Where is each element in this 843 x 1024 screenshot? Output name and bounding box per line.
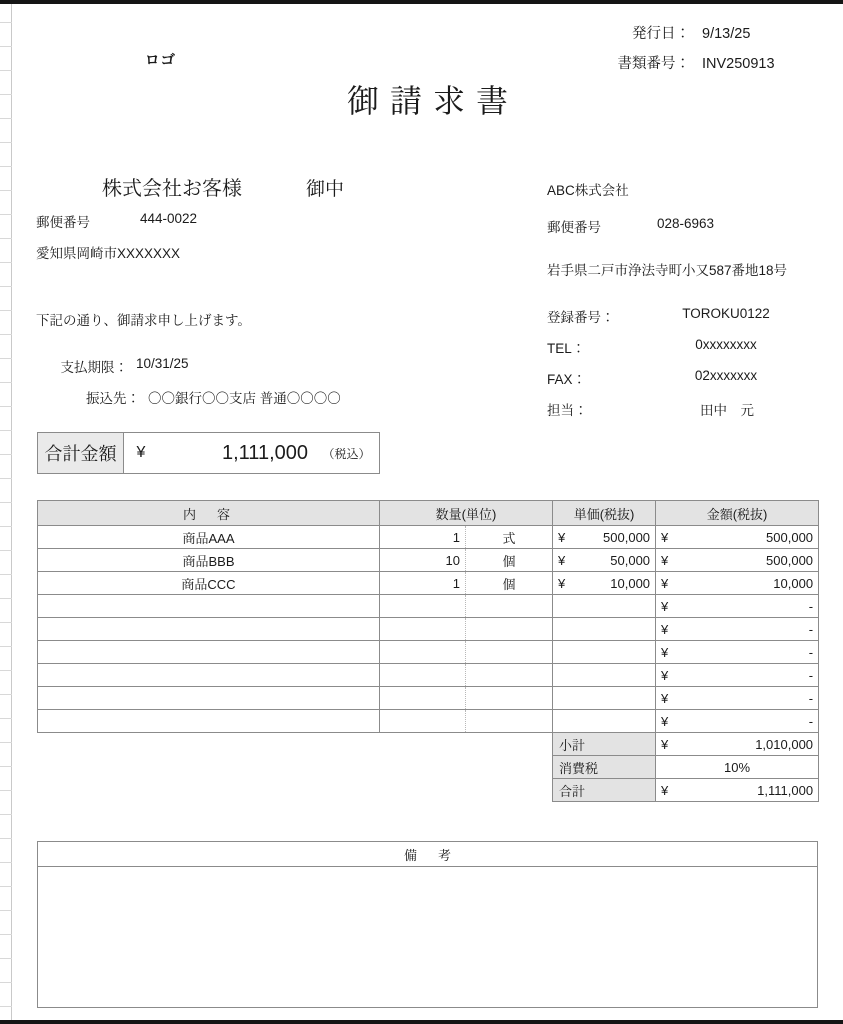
- supplier-fax-row: [547, 368, 837, 388]
- cell-amount-currency: ¥: [656, 710, 686, 733]
- cell-unit[interactable]: 個: [466, 572, 553, 595]
- table-row[interactable]: [38, 641, 819, 664]
- cell-price-currency: [553, 664, 583, 687]
- cell-quantity[interactable]: [380, 710, 466, 733]
- grand-total-box: [37, 432, 380, 474]
- customer-name-row: [36, 172, 466, 201]
- row-tick: [0, 958, 12, 959]
- grand-total-currency: ¥: [136, 444, 146, 461]
- payment-due-row: [48, 356, 341, 376]
- row-tick: [0, 550, 12, 551]
- payment-bank-label: 振込先：: [86, 391, 140, 406]
- table-row[interactable]: [38, 687, 819, 710]
- summary-label-tax: 消費税: [553, 756, 656, 779]
- cell-amount[interactable]: -: [686, 710, 819, 733]
- supplier-tel-value: 0xxxxxxxx: [695, 337, 757, 352]
- summary-spacer: [38, 779, 553, 802]
- cell-unit[interactable]: 個: [466, 549, 553, 572]
- cell-amount-currency: ¥: [656, 526, 686, 549]
- row-tick: [0, 166, 12, 167]
- cell-price-currency: ¥: [553, 549, 583, 572]
- cell-price-currency: [553, 687, 583, 710]
- cell-quantity[interactable]: 10: [380, 549, 466, 572]
- row-tick: [0, 910, 12, 911]
- table-header-row: [38, 501, 819, 526]
- row-tick: [0, 838, 12, 839]
- cell-price[interactable]: 50,000: [583, 549, 656, 572]
- row-tick: [0, 262, 12, 263]
- document-meta: [562, 22, 822, 82]
- summary-value-total: 1,111,000: [686, 779, 819, 802]
- cell-amount-currency: ¥: [656, 595, 686, 618]
- cell-quantity[interactable]: [380, 687, 466, 710]
- row-tick: [0, 70, 12, 71]
- summary-row-tax: [38, 756, 819, 779]
- row-tick: [0, 526, 12, 527]
- row-tick: [0, 358, 12, 359]
- cell-description[interactable]: 商品BBB: [38, 549, 380, 572]
- summary-label-total: 合計: [553, 779, 656, 802]
- summary-spacer: [38, 733, 553, 756]
- supplier-tel-label: TEL：: [547, 341, 586, 356]
- row-tick: [0, 886, 12, 887]
- cell-description[interactable]: 商品AAA: [38, 526, 380, 549]
- cell-price[interactable]: 10,000: [583, 572, 656, 595]
- sheet-row-gutter: [0, 4, 12, 1020]
- row-tick: [0, 862, 12, 863]
- cell-quantity[interactable]: [380, 618, 466, 641]
- cell-price-currency: ¥: [553, 526, 583, 549]
- cell-price-currency: [553, 710, 583, 733]
- cell-amount[interactable]: 10,000: [686, 572, 819, 595]
- header-amount: 金額(税抜): [656, 501, 819, 526]
- supplier-fax-value: 02xxxxxxx: [694, 368, 758, 383]
- cell-unit[interactable]: [466, 664, 553, 687]
- cell-amount-currency: ¥: [656, 687, 686, 710]
- row-tick: [0, 214, 12, 215]
- row-tick: [0, 94, 12, 95]
- summary-row-total: [38, 779, 819, 802]
- cell-price[interactable]: [583, 710, 656, 733]
- cell-quantity[interactable]: [380, 664, 466, 687]
- row-tick: [0, 982, 12, 983]
- cell-unit[interactable]: [466, 687, 553, 710]
- grand-total-label: 合計金額: [38, 433, 124, 473]
- summary-value-tax: 10%: [656, 756, 819, 779]
- cell-amount-currency: ¥: [656, 664, 686, 687]
- invoice-statement: 下記の通り、御請求申し上げます。: [36, 313, 251, 328]
- grand-total-amount: 1,111,000: [221, 441, 308, 464]
- customer-zip-row: [36, 211, 466, 231]
- cell-price[interactable]: [583, 664, 656, 687]
- cell-amount-currency: ¥: [656, 641, 686, 664]
- cell-unit[interactable]: [466, 618, 553, 641]
- document-number-label: 書類番号：: [617, 56, 690, 72]
- table-row[interactable]: [38, 595, 819, 618]
- cell-amount[interactable]: 500,000: [686, 549, 819, 572]
- document-number-row: [562, 52, 822, 73]
- row-tick: [0, 598, 12, 599]
- cell-quantity[interactable]: [380, 595, 466, 618]
- cell-amount[interactable]: -: [686, 641, 819, 664]
- row-tick: [0, 406, 12, 407]
- cell-price[interactable]: 500,000: [583, 526, 656, 549]
- grand-total-body: [124, 433, 379, 473]
- row-tick: [0, 334, 12, 335]
- row-tick: [0, 454, 12, 455]
- summary-currency-total: ¥: [656, 779, 686, 802]
- cell-price[interactable]: [583, 641, 656, 664]
- row-tick: [0, 190, 12, 191]
- document-number-value: INV250913: [702, 56, 775, 72]
- cell-price[interactable]: [583, 687, 656, 710]
- header-description: 内 容: [38, 501, 380, 526]
- supplier-zip-value: 028-6963: [657, 216, 715, 231]
- cell-amount[interactable]: -: [686, 687, 819, 710]
- issue-date-label: 発行日：: [632, 26, 690, 42]
- company-logo: ロゴ: [145, 53, 176, 69]
- row-tick: [0, 766, 12, 767]
- payment-bank-row: [48, 387, 341, 407]
- table-row[interactable]: [38, 664, 819, 687]
- summary-value-subtotal: 1,010,000: [686, 733, 819, 756]
- table-row[interactable]: [38, 710, 819, 733]
- cell-quantity[interactable]: [380, 641, 466, 664]
- cell-amount[interactable]: -: [686, 595, 819, 618]
- cell-price[interactable]: [583, 618, 656, 641]
- supplier-tel-row: [547, 337, 837, 357]
- supplier-block: [547, 179, 837, 430]
- table-row[interactable]: [38, 618, 819, 641]
- customer-name: 株式会社お客様: [102, 178, 242, 200]
- cell-description[interactable]: [38, 687, 380, 710]
- row-tick: [0, 142, 12, 143]
- page-title: 御請求書: [346, 83, 519, 119]
- row-tick: [0, 814, 12, 815]
- row-tick: [0, 574, 12, 575]
- cell-quantity[interactable]: 1: [380, 572, 466, 595]
- remarks-title: 備 考: [38, 842, 817, 867]
- summary-currency-subtotal: ¥: [656, 733, 686, 756]
- header-quantity: 数量(単位): [380, 501, 553, 526]
- supplier-contact-row: [547, 399, 837, 419]
- payment-due-value: 10/31/25: [136, 356, 189, 371]
- cell-description[interactable]: [38, 664, 380, 687]
- issue-date-value: 9/13/25: [702, 26, 751, 42]
- cell-description[interactable]: [38, 595, 380, 618]
- row-tick: [0, 670, 12, 671]
- remarks-box: [37, 841, 818, 1008]
- row-tick: [0, 622, 12, 623]
- row-tick: [0, 238, 12, 239]
- payment-due-label: 支払期限：: [60, 360, 128, 375]
- table-row[interactable]: [38, 549, 819, 572]
- customer-block: [36, 172, 466, 262]
- issue-date-row: [562, 22, 822, 43]
- remarks-body[interactable]: [38, 867, 817, 1007]
- customer-zip-value: 444-0022: [140, 211, 198, 226]
- payment-bank-value: 〇〇銀行〇〇支店 普通〇〇〇〇: [148, 391, 341, 406]
- supplier-registration-value: TOROKU0122: [682, 306, 770, 321]
- table-row[interactable]: [38, 572, 819, 595]
- supplier-fax-label: FAX：: [547, 372, 587, 387]
- row-tick: [0, 790, 12, 791]
- cell-amount[interactable]: -: [686, 664, 819, 687]
- cell-description[interactable]: [38, 710, 380, 733]
- row-tick: [0, 286, 12, 287]
- row-tick: [0, 478, 12, 479]
- customer-address: 愛知県岡崎市XXXXXXX: [36, 246, 181, 261]
- table-row[interactable]: [38, 526, 819, 549]
- row-tick: [0, 22, 12, 23]
- cell-price[interactable]: [583, 595, 656, 618]
- cell-amount-currency: ¥: [656, 572, 686, 595]
- row-tick: [0, 502, 12, 503]
- page-bottom-edge: [0, 1020, 843, 1024]
- cell-description[interactable]: [38, 618, 380, 641]
- cell-price-currency: ¥: [553, 572, 583, 595]
- summary-label-subtotal: 小計: [553, 733, 656, 756]
- row-tick: [0, 718, 12, 719]
- row-tick: [0, 1006, 12, 1007]
- supplier-zip-label: 郵便番号: [547, 220, 601, 235]
- row-tick: [0, 430, 12, 431]
- summary-spacer: [38, 756, 553, 779]
- supplier-address: 岩手県二戸市浄法寺町小又587番地18号: [547, 263, 788, 278]
- supplier-name: ABC株式会社: [547, 183, 629, 198]
- supplier-contact-value: 田中 元: [700, 403, 754, 418]
- cell-price-currency: [553, 618, 583, 641]
- row-tick: [0, 646, 12, 647]
- cell-quantity[interactable]: 1: [380, 526, 466, 549]
- row-tick: [0, 382, 12, 383]
- row-tick: [0, 310, 12, 311]
- row-tick: [0, 46, 12, 47]
- header-unit-price: 単価(税抜): [553, 501, 656, 526]
- cell-amount[interactable]: 500,000: [686, 526, 819, 549]
- cell-unit[interactable]: [466, 641, 553, 664]
- invoice-sheet: [12, 4, 843, 1020]
- summary-row-subtotal: [38, 733, 819, 756]
- cell-unit[interactable]: [466, 710, 553, 733]
- cell-unit[interactable]: [466, 595, 553, 618]
- customer-honorific: 御中: [306, 179, 345, 200]
- grand-total-tax-note: （税込）: [322, 446, 371, 461]
- row-tick: [0, 742, 12, 743]
- cell-amount-currency: ¥: [656, 618, 686, 641]
- customer-zip-label: 郵便番号: [36, 215, 90, 230]
- cell-price-currency: [553, 641, 583, 664]
- supplier-registration-row: [547, 306, 837, 326]
- cell-price-currency: [553, 595, 583, 618]
- payment-block: [48, 356, 341, 418]
- line-items-table: [37, 500, 819, 802]
- cell-description[interactable]: [38, 641, 380, 664]
- supplier-zip-row: [547, 216, 837, 236]
- cell-description[interactable]: 商品CCC: [38, 572, 380, 595]
- cell-amount[interactable]: -: [686, 618, 819, 641]
- row-tick: [0, 694, 12, 695]
- cell-amount-currency: ¥: [656, 549, 686, 572]
- supplier-registration-label: 登録番号：: [547, 310, 615, 325]
- row-tick: [0, 118, 12, 119]
- row-tick: [0, 934, 12, 935]
- cell-unit[interactable]: 式: [466, 526, 553, 549]
- supplier-contact-label: 担当：: [547, 403, 588, 418]
